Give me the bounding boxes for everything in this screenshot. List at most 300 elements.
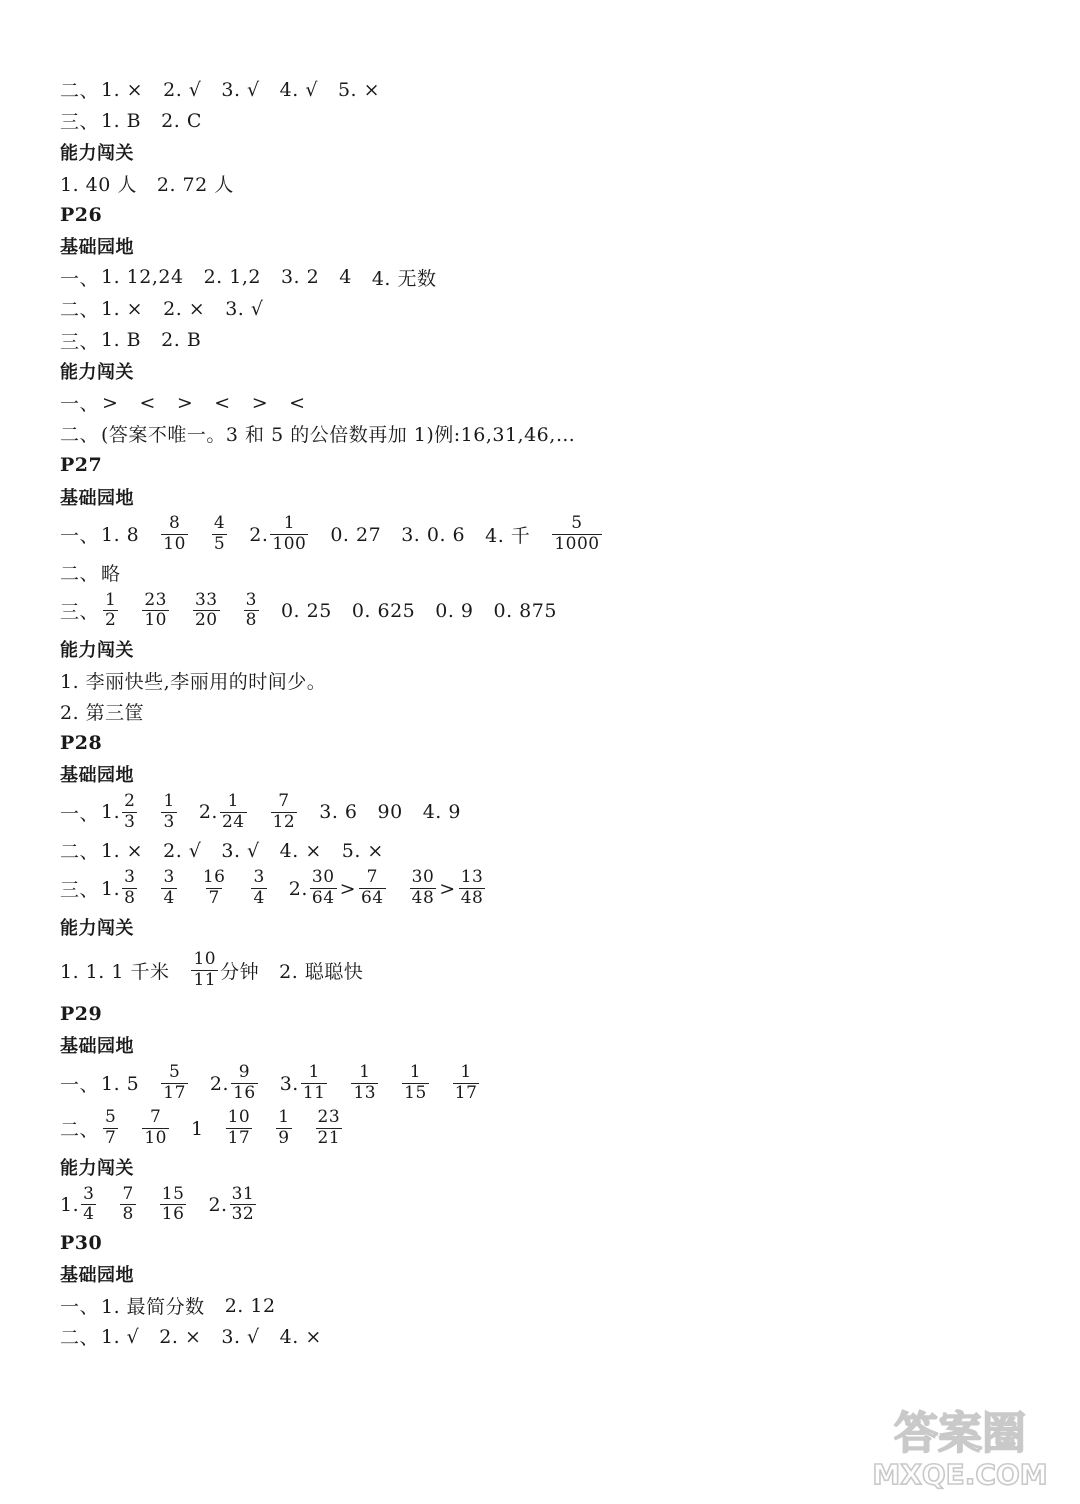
answer-item [118, 1183, 137, 1225]
answer-text: 1. 1. 1 千米 [60, 961, 170, 984]
fraction [359, 869, 386, 908]
answer-item [159, 793, 178, 832]
answer-text: 3. √ [221, 839, 260, 862]
question-group-label: 二、 [60, 1327, 100, 1350]
answer-text: 分钟 [220, 961, 260, 984]
fraction-numerator: 1 [359, 1062, 371, 1083]
answer-item [281, 600, 332, 622]
fraction-denominator: 16 [161, 1204, 185, 1225]
fraction-denominator: 13 [353, 1083, 377, 1104]
answer-item [101, 1109, 120, 1148]
answer-item [225, 298, 263, 320]
question-group-label: 一、 [60, 393, 100, 416]
answer-line [60, 557, 1040, 588]
fraction-denominator: 24 [221, 811, 245, 832]
answer-item [435, 600, 473, 622]
answer-item [251, 392, 269, 414]
answer-item [280, 840, 322, 862]
answer-item [158, 1183, 189, 1225]
fraction-numerator: 1 [105, 589, 117, 610]
answer-line [60, 665, 1040, 696]
answer-text: 0. 875 [493, 599, 557, 622]
fraction [459, 869, 486, 908]
fraction-numerator: 7 [150, 1107, 162, 1128]
answer-item [289, 869, 388, 908]
fraction-numerator: 33 [194, 589, 218, 610]
answer-line [60, 943, 1040, 999]
fraction-denominator: 48 [460, 888, 484, 909]
fraction-denominator: 17 [163, 1083, 186, 1104]
section-title: 能力闯关 [60, 1157, 134, 1179]
answer-item [60, 170, 137, 197]
answer-text: 2. √ [163, 839, 202, 862]
section-title: 能力闯关 [60, 640, 134, 662]
fraction-denominator: 7 [208, 888, 220, 909]
answer-item [210, 1064, 260, 1103]
answer-item [101, 79, 143, 101]
answer-item [101, 420, 575, 447]
answer-text: 0. 625 [351, 599, 416, 622]
answer-text: 1. × [101, 78, 144, 101]
answer-item [199, 793, 249, 832]
watermark-logo [860, 1400, 1060, 1490]
fraction-denominator: 8 [245, 610, 257, 631]
answer-item [221, 840, 259, 862]
answer-item [242, 589, 261, 631]
fraction [81, 1183, 96, 1225]
answer-item [280, 1064, 330, 1103]
answer-text: 5. × [341, 839, 384, 862]
answer-item [314, 1109, 345, 1148]
comparison-sign: > [251, 391, 269, 414]
page-number-heading [60, 999, 1040, 1030]
answer-text: 4. 无数 [371, 267, 437, 290]
fraction-numerator: 7 [122, 1183, 134, 1204]
fraction-denominator: 21 [317, 1128, 341, 1149]
section-heading [60, 230, 1040, 261]
answer-item [60, 667, 326, 694]
answer-item [101, 589, 120, 631]
answer-text: 1. [101, 877, 121, 900]
fraction-numerator: 5 [105, 1107, 117, 1128]
answer-item [101, 266, 184, 288]
question-group-label: 一、 [60, 525, 100, 548]
answer-line [60, 1182, 1040, 1227]
answer-item [349, 1064, 380, 1103]
fraction [276, 1109, 291, 1148]
answer-text: 2. [198, 801, 218, 824]
fraction-denominator: 100 [272, 534, 307, 555]
fraction [193, 589, 220, 631]
answer-line [60, 835, 1040, 866]
answer-item [342, 840, 384, 862]
answer-line [60, 1321, 1040, 1352]
fraction-numerator: 3 [163, 867, 175, 888]
fraction-denominator: 17 [454, 1083, 478, 1104]
answer-item [161, 329, 201, 351]
section-heading [60, 633, 1040, 664]
answer-text: 3. [279, 1072, 299, 1095]
fraction [103, 589, 118, 631]
fraction [161, 515, 188, 554]
question-group-label: 二、 [60, 424, 100, 447]
answer-text: < [139, 391, 156, 414]
page-number: P29 [60, 1003, 103, 1026]
answer-item [225, 1295, 276, 1317]
answer-item [101, 840, 143, 862]
fraction [161, 869, 176, 908]
answer-item [485, 521, 530, 548]
answer-item [494, 600, 557, 622]
fraction [453, 1064, 480, 1103]
fraction-numerator: 30 [411, 867, 435, 888]
answer-item [423, 801, 461, 823]
answer-item [101, 1292, 205, 1319]
fraction [231, 1064, 258, 1103]
fraction-numerator: 7 [278, 791, 290, 812]
answer-item [280, 1326, 322, 1348]
answer-item [210, 515, 229, 554]
comparison-sign: > [102, 391, 119, 414]
fraction [212, 515, 227, 554]
page-number-heading [60, 1227, 1040, 1258]
fraction-numerator: 7 [366, 867, 378, 888]
answer-text: 4. × [279, 1325, 322, 1348]
answer-item [140, 589, 171, 631]
answer-item [140, 1109, 171, 1148]
answer-item [550, 515, 603, 554]
answer-text: 3. 0. 6 [401, 523, 466, 546]
fraction-denominator: 4 [163, 888, 175, 909]
fraction-numerator: 9 [238, 1062, 251, 1083]
answer-item [101, 793, 139, 832]
fraction [552, 515, 601, 554]
question-group-label: 一、 [60, 1074, 100, 1097]
watermark-top-text: 答案圈 [894, 1408, 1026, 1459]
answer-text: 2. [208, 1193, 228, 1216]
answer-item [400, 1064, 431, 1103]
answer-text: 2. 12 [224, 1294, 276, 1317]
page-number-heading [60, 199, 1040, 230]
answer-text: 2. × [163, 297, 206, 320]
fraction [410, 869, 437, 908]
answer-item [101, 1073, 139, 1095]
answer-text: 1. 最简分数 [101, 1296, 205, 1319]
section-heading [60, 1259, 1040, 1290]
answer-text: 2. 聪聪快 [279, 961, 364, 984]
question-group-label: 三、 [60, 879, 100, 902]
fraction [301, 1064, 328, 1103]
section-heading [60, 911, 1040, 942]
answer-item [208, 1183, 258, 1225]
section-heading [60, 1151, 1040, 1182]
fraction-denominator: 11 [302, 1083, 326, 1104]
answer-item [139, 392, 155, 414]
answer-item [60, 698, 144, 725]
answer-line [60, 1290, 1040, 1321]
section-title: 基础园地 [60, 237, 134, 259]
answer-line [60, 588, 1040, 633]
answer-line [60, 74, 1040, 105]
answer-line [60, 262, 1040, 293]
answer-item [401, 524, 465, 546]
fraction-denominator: 2 [105, 610, 117, 631]
fraction-denominator: 4 [253, 888, 265, 909]
fraction-denominator: 12 [272, 811, 296, 832]
question-group-label: 三、 [60, 330, 100, 353]
answer-text: 5. × [337, 78, 381, 101]
answer-line [60, 512, 1040, 557]
answer-item [161, 110, 202, 132]
answer-text: 0. 25 [280, 599, 332, 622]
fraction-numerator: 1 [460, 1062, 472, 1083]
fraction [122, 793, 137, 832]
fraction-numerator: 1 [227, 791, 239, 812]
answer-item [221, 79, 259, 101]
answer-text: 4. 9 [422, 801, 461, 824]
answer-item [157, 170, 234, 197]
question-group-label: 二、 [60, 563, 100, 586]
fraction-denominator: 64 [360, 888, 384, 909]
page-number-heading [60, 727, 1040, 758]
fraction [230, 1183, 257, 1225]
answer-text: < [289, 391, 306, 414]
fraction-numerator: 5 [571, 513, 583, 534]
answer-text: 3. 6 [319, 801, 358, 824]
answer-item [408, 869, 488, 908]
fraction-denominator: 32 [231, 1204, 255, 1225]
answer-text: 1. × [101, 297, 144, 320]
answer-text: 1. [60, 1193, 80, 1216]
answer-line [60, 324, 1040, 355]
section-title: 基础园地 [60, 1265, 134, 1287]
answer-item [159, 515, 190, 554]
page-number-heading [60, 450, 1040, 481]
section-heading [60, 1030, 1040, 1061]
answer-text: 4. × [279, 839, 322, 862]
fraction-numerator: 1 [308, 1062, 320, 1083]
answer-item [189, 951, 259, 990]
fraction-denominator: 10 [144, 1128, 167, 1149]
section-heading [60, 137, 1040, 168]
fraction-numerator: 10 [193, 949, 217, 970]
answer-text: 2. C [161, 109, 202, 132]
answer-item [214, 392, 230, 414]
answer-text: 2. 第三筐 [60, 702, 145, 725]
answer-item [191, 589, 222, 631]
answer-text: 3. √ [221, 1325, 260, 1348]
answer-text: 0. 27 [330, 523, 382, 546]
answer-item [280, 79, 318, 101]
answer-item [163, 298, 205, 320]
watermark-bottom-text: MXQE.COM [872, 1458, 1048, 1490]
fraction [310, 869, 337, 908]
answer-text: 2. × [159, 1325, 202, 1348]
section-title: 基础园地 [60, 765, 134, 787]
fraction-numerator: 3 [124, 867, 136, 888]
fraction-denominator: 16 [233, 1083, 256, 1104]
answer-item [378, 801, 403, 823]
answer-item [339, 266, 352, 288]
fraction-numerator: 16 [202, 867, 226, 888]
answer-text: 1. 李丽快些,李丽用的时间少。 [60, 670, 327, 693]
question-group-label: 三、 [60, 111, 100, 134]
answer-text: 1 [190, 1117, 204, 1140]
answer-item [101, 110, 141, 132]
fraction [226, 1109, 253, 1148]
fraction [271, 793, 298, 832]
answer-text: 0. 9 [435, 599, 474, 622]
fraction-numerator: 1 [409, 1062, 422, 1083]
fraction-numerator: 23 [317, 1107, 341, 1128]
fraction-numerator: 10 [227, 1107, 251, 1128]
answer-item [159, 1064, 190, 1103]
answer-line [60, 1106, 1040, 1151]
answer-item [101, 869, 139, 908]
answer-text: 3. √ [221, 78, 260, 101]
fraction-numerator: 13 [460, 867, 484, 888]
question-group-label: 三、 [60, 601, 100, 624]
fraction-denominator: 8 [124, 888, 136, 909]
question-group-label: 一、 [60, 267, 100, 290]
answer-text: 2. [288, 877, 308, 900]
fraction [120, 1183, 135, 1225]
question-group-label: 一、 [60, 1296, 100, 1319]
fraction-numerator: 8 [168, 513, 181, 534]
answer-text: 3. √ [225, 297, 264, 320]
fraction-numerator: 3 [83, 1183, 95, 1204]
fraction [122, 869, 137, 908]
fraction-numerator: 1 [283, 513, 296, 534]
answer-item [176, 392, 194, 414]
fraction [316, 1109, 343, 1148]
answer-item [330, 524, 381, 546]
comparison-sign: > [439, 877, 456, 900]
answer-item [281, 266, 319, 288]
fraction-numerator: 4 [213, 513, 226, 534]
answer-text: 4. 千 [485, 525, 531, 548]
answer-item [191, 1118, 204, 1140]
fraction-denominator: 3 [163, 811, 175, 832]
fraction-denominator: 7 [105, 1128, 117, 1149]
fraction-denominator: 15 [404, 1083, 427, 1104]
answer-item [372, 264, 437, 291]
fraction-numerator: 30 [311, 867, 335, 888]
answer-item [163, 79, 201, 101]
page-number: P26 [60, 203, 103, 226]
answer-item [221, 1326, 259, 1348]
answer-item [199, 869, 230, 908]
fraction [251, 869, 266, 908]
fraction [191, 951, 218, 990]
fraction-denominator: 5 [213, 534, 226, 555]
answer-line [60, 105, 1040, 136]
fraction [161, 793, 176, 832]
fraction [270, 515, 308, 554]
answer-line [60, 696, 1040, 727]
answer-text: 3. 2 [280, 266, 320, 289]
fraction-denominator: 17 [227, 1128, 251, 1149]
section-title: 能力闯关 [60, 143, 134, 165]
fraction-numerator: 23 [144, 589, 167, 610]
fraction-denominator: 10 [163, 534, 186, 555]
answer-item [101, 559, 121, 586]
fraction-denominator: 4 [83, 1204, 95, 1225]
answer-item [274, 1109, 293, 1148]
answer-item [159, 869, 178, 908]
fraction-denominator: 9 [278, 1128, 290, 1149]
fraction-numerator: 2 [124, 791, 136, 812]
answer-line [60, 866, 1040, 911]
fraction [201, 869, 228, 908]
fraction [142, 1109, 169, 1148]
answer-text: 2. [249, 523, 269, 546]
answer-item [319, 801, 357, 823]
answer-text: < [214, 391, 231, 414]
question-group-label: 二、 [60, 841, 100, 864]
answer-text: 1. 8 [101, 523, 140, 546]
fraction-denominator: 64 [311, 888, 335, 909]
answer-item [279, 957, 363, 984]
fraction-denominator: 10 [144, 610, 167, 631]
fraction-denominator: 8 [122, 1204, 134, 1225]
answer-text: 1. 5 [101, 1072, 140, 1095]
fraction-denominator: 11 [193, 970, 217, 991]
fraction-numerator: 15 [161, 1183, 185, 1204]
fraction-numerator: 1 [163, 791, 175, 812]
answer-text: 4. √ [279, 78, 318, 101]
answer-text: 4 [339, 266, 352, 289]
answer-text: 2. √ [163, 78, 202, 101]
answer-text: 2. B [161, 329, 202, 352]
page-number: P30 [60, 1232, 103, 1255]
section-title: 能力闯关 [60, 362, 134, 384]
fraction [161, 1064, 188, 1103]
fraction-denominator: 1000 [554, 534, 600, 555]
fraction-numerator: 3 [245, 589, 257, 610]
fraction [103, 1109, 118, 1148]
answer-document [60, 74, 1040, 1353]
page-number: P27 [60, 454, 103, 477]
question-group-label: 二、 [60, 80, 100, 103]
section-heading [60, 356, 1040, 387]
comparison-sign: > [176, 391, 194, 414]
answer-item [159, 1326, 201, 1348]
answer-text: 90 [377, 801, 403, 824]
section-heading [60, 759, 1040, 790]
answer-text: 1. × [101, 839, 144, 862]
answer-item [60, 1183, 98, 1225]
section-title: 能力闯关 [60, 917, 134, 939]
answer-text: 2. 72 人 [156, 174, 234, 197]
fraction [402, 1064, 429, 1103]
section-title: 基础园地 [60, 487, 134, 509]
answer-item [204, 266, 261, 288]
question-group-label: 一、 [60, 802, 100, 825]
answer-line [60, 1061, 1040, 1106]
answer-item [249, 515, 310, 554]
answer-item [338, 79, 380, 101]
answer-text: 1. B [101, 329, 142, 352]
answer-text: 1. 12,24 [101, 266, 184, 289]
answer-item [352, 600, 415, 622]
answer-item [101, 298, 143, 320]
answer-item [289, 392, 305, 414]
fraction-denominator: 48 [411, 888, 435, 909]
fraction [244, 589, 259, 631]
answer-text: (答案不唯一。3 和 5 的公倍数再加 1)例:16,31,46,… [101, 424, 576, 447]
answer-item [60, 957, 169, 984]
